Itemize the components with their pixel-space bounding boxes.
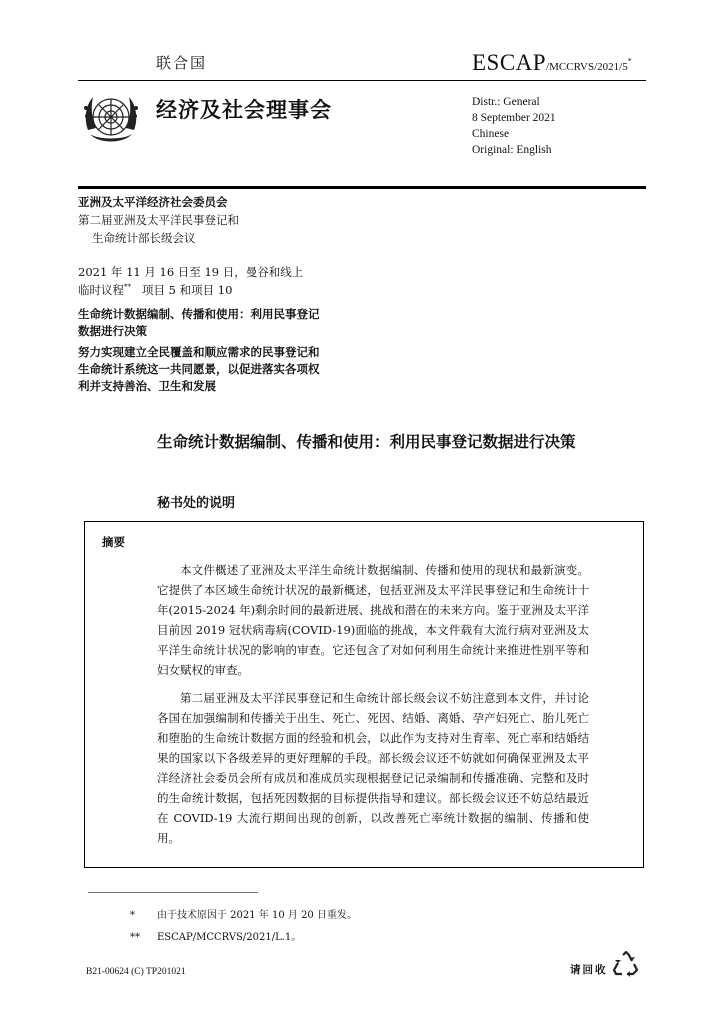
symbol-suffix: /MCCRVS/2021/5 [546, 61, 628, 73]
council-name: 经济及社会理事会 [156, 97, 332, 122]
agenda-label: 临时议程 [78, 283, 124, 297]
footnote-rule [88, 892, 258, 893]
distribution-info [472, 94, 556, 158]
footnote-1-mark: * [130, 910, 135, 921]
un-emblem-icon [78, 86, 144, 152]
agenda-item-title: 生命统计数据编制、传播和使用：利用民事登记数据进行决策 [78, 307, 320, 338]
document-title: 生命统计数据编制、传播和使用：利用民事登记数据进行决策 [157, 432, 576, 451]
session-name-line1: 第二届亚洲及太平洋民事登记和 [78, 213, 239, 227]
footnote-2-mark: ** [130, 932, 140, 943]
job-number: B21-00624 (C) TP201021 [86, 967, 186, 977]
session-name-line2: 生命统计部长级会议 [92, 231, 196, 245]
distribution-line: Distr.: General [472, 96, 540, 108]
symbol-main: ESCAP [472, 50, 547, 75]
footnote-2 [130, 928, 301, 943]
recycle-icon [612, 950, 640, 978]
note-by-secretariat: 秘书处的说明 [157, 496, 236, 511]
symbol-footnote-mark: * [627, 56, 632, 66]
organization-name: 联合国 [156, 54, 208, 72]
date-line: 8 September 2021 [472, 112, 556, 124]
summary-label: 摘要 [102, 535, 125, 549]
footnote-2-text: ESCAP/MCCRVS/2021/L.1。 [157, 932, 302, 943]
provisional-agenda [78, 282, 232, 298]
agenda-items: 项目 5 和项目 10 [141, 283, 233, 297]
meeting-date-place: 2021 年 11 月 16 日至 19 日，曼谷和线上 [78, 265, 304, 279]
session-theme: 努力实现建立全民覆盖和顺应需求的民事登记和生命统计系统这一共同愿景，以促进落实各项权利并支持善治、卫生和发展 [78, 345, 320, 393]
summary-paragraph-2: 第二届亚洲及太平洋民事登记和生命统计部长级会议不妨注意到本文件，并讨论各国在加强编制和传播关于出生、死亡、死因、结婚、离婚、孕产妇死亡、胎儿死亡和堕胎的生命统计数据方面的经验和机会，以此作为支持对生育率、死亡率和结婚结果的国家以下各级差异的更好理解的手段。部长级会议还不妨就如何确保亚洲及太平洋经济社会委员会所有成员和准成员实现根据登记记录编制和传播准确、完整和及时的生命统计数据，包括死因数据的目标提供指导和建议。部长级会议还不妨总结最近在 COVID-19 大流行期间出现的创新，以改善死亡率统计数据的编制、传播和使用。 [157, 691, 589, 845]
summary-paragraph-1: 本文件概述了亚洲及太平洋生命统计数据编制、传播和使用的现状和最新演变。它提供了本区域生命统计状况的最新概述，包括亚洲及太平洋民事登记和生命统计十年(2015-2024 年)剩余时间的最新进展、挑战和潜在的未来方向。鉴于亚洲及太平洋目前因 2019 冠状病毒病(COVID-19)面临的挑战，本文件载有大流行病对亚洲及太平洋生命统计状况的影响的审查。它还包含了对如何利用生命统计来推进性别平等和妇女赋权的审查。 [157, 563, 589, 677]
language-line: Chinese [472, 128, 510, 140]
footnote-1 [130, 906, 357, 921]
header-rule [78, 80, 646, 81]
agenda-footnote-mark: ** [124, 283, 131, 292]
commission-name: 亚洲及太平洋经济社会委员会 [78, 195, 228, 209]
recycle-label: 请回收 [570, 964, 608, 976]
footnote-1-text: 由于技术原因于 2021 年 10 月 20 日重发。 [157, 910, 357, 921]
masthead-rule [78, 186, 646, 189]
original-language-line: Original: English [472, 144, 552, 156]
document-symbol [472, 50, 632, 76]
